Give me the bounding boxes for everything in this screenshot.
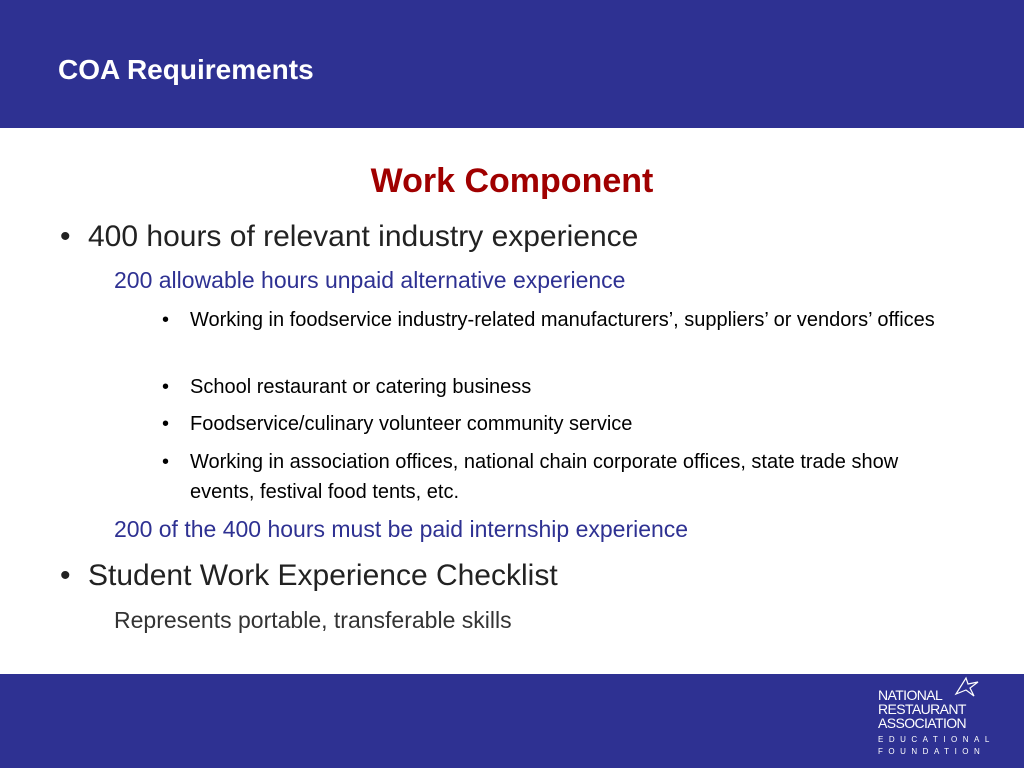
bullet-marker: •: [162, 413, 170, 435]
bullet-marker: •: [60, 220, 71, 253]
logo-line-national: NATIONAL: [878, 687, 943, 703]
bullet-checklist: [60, 559, 558, 593]
bullet-marker: •: [162, 451, 170, 473]
header-band: [0, 0, 1024, 128]
section-subtitle: Work Component: [370, 162, 654, 200]
list-item: [162, 372, 982, 402]
star-icon: [954, 676, 980, 698]
bullet-marker: •: [162, 309, 170, 331]
bullet-text: 400 hours of relevant industry experience: [88, 220, 639, 253]
logo-line-educational: EDUCATIONAL: [878, 735, 995, 744]
list-item-text: School restaurant or catering business: [190, 376, 532, 398]
logo-line-foundation: FOUNDATION: [878, 747, 986, 756]
list-item: [162, 409, 982, 439]
list-item: [162, 305, 982, 335]
association-logo: [878, 680, 998, 764]
list-item-text: Foodservice/culinary volunteer community service: [190, 413, 633, 435]
slide-title: COA Requirements: [58, 54, 314, 85]
sub-unpaid-hours: 200 allowable hours unpaid alternative experience: [114, 267, 626, 293]
logo-line-restaurant: RESTAURANT: [878, 701, 966, 717]
bullet-marker: •: [60, 559, 71, 592]
sub-skills: Represents portable, transferable skills: [114, 607, 512, 633]
logo-line-association: ASSOCIATION: [878, 715, 967, 731]
list-item-text: Working in foodservice industry-related manufacturers’, suppliers’ or vendors’ offices: [190, 309, 935, 331]
list-item-text: Working in association offices, national chain corporate offices, state trade show events, festival food tents, etc.: [190, 451, 899, 503]
list-item: [162, 447, 922, 507]
footer-band: [0, 674, 1024, 768]
bullet-text: Student Work Experience Checklist: [88, 559, 558, 592]
bullet-hours: [60, 220, 638, 254]
bullet-marker: •: [162, 376, 170, 398]
sub-paid-hours: 200 of the 400 hours must be paid internship experience: [114, 516, 689, 542]
